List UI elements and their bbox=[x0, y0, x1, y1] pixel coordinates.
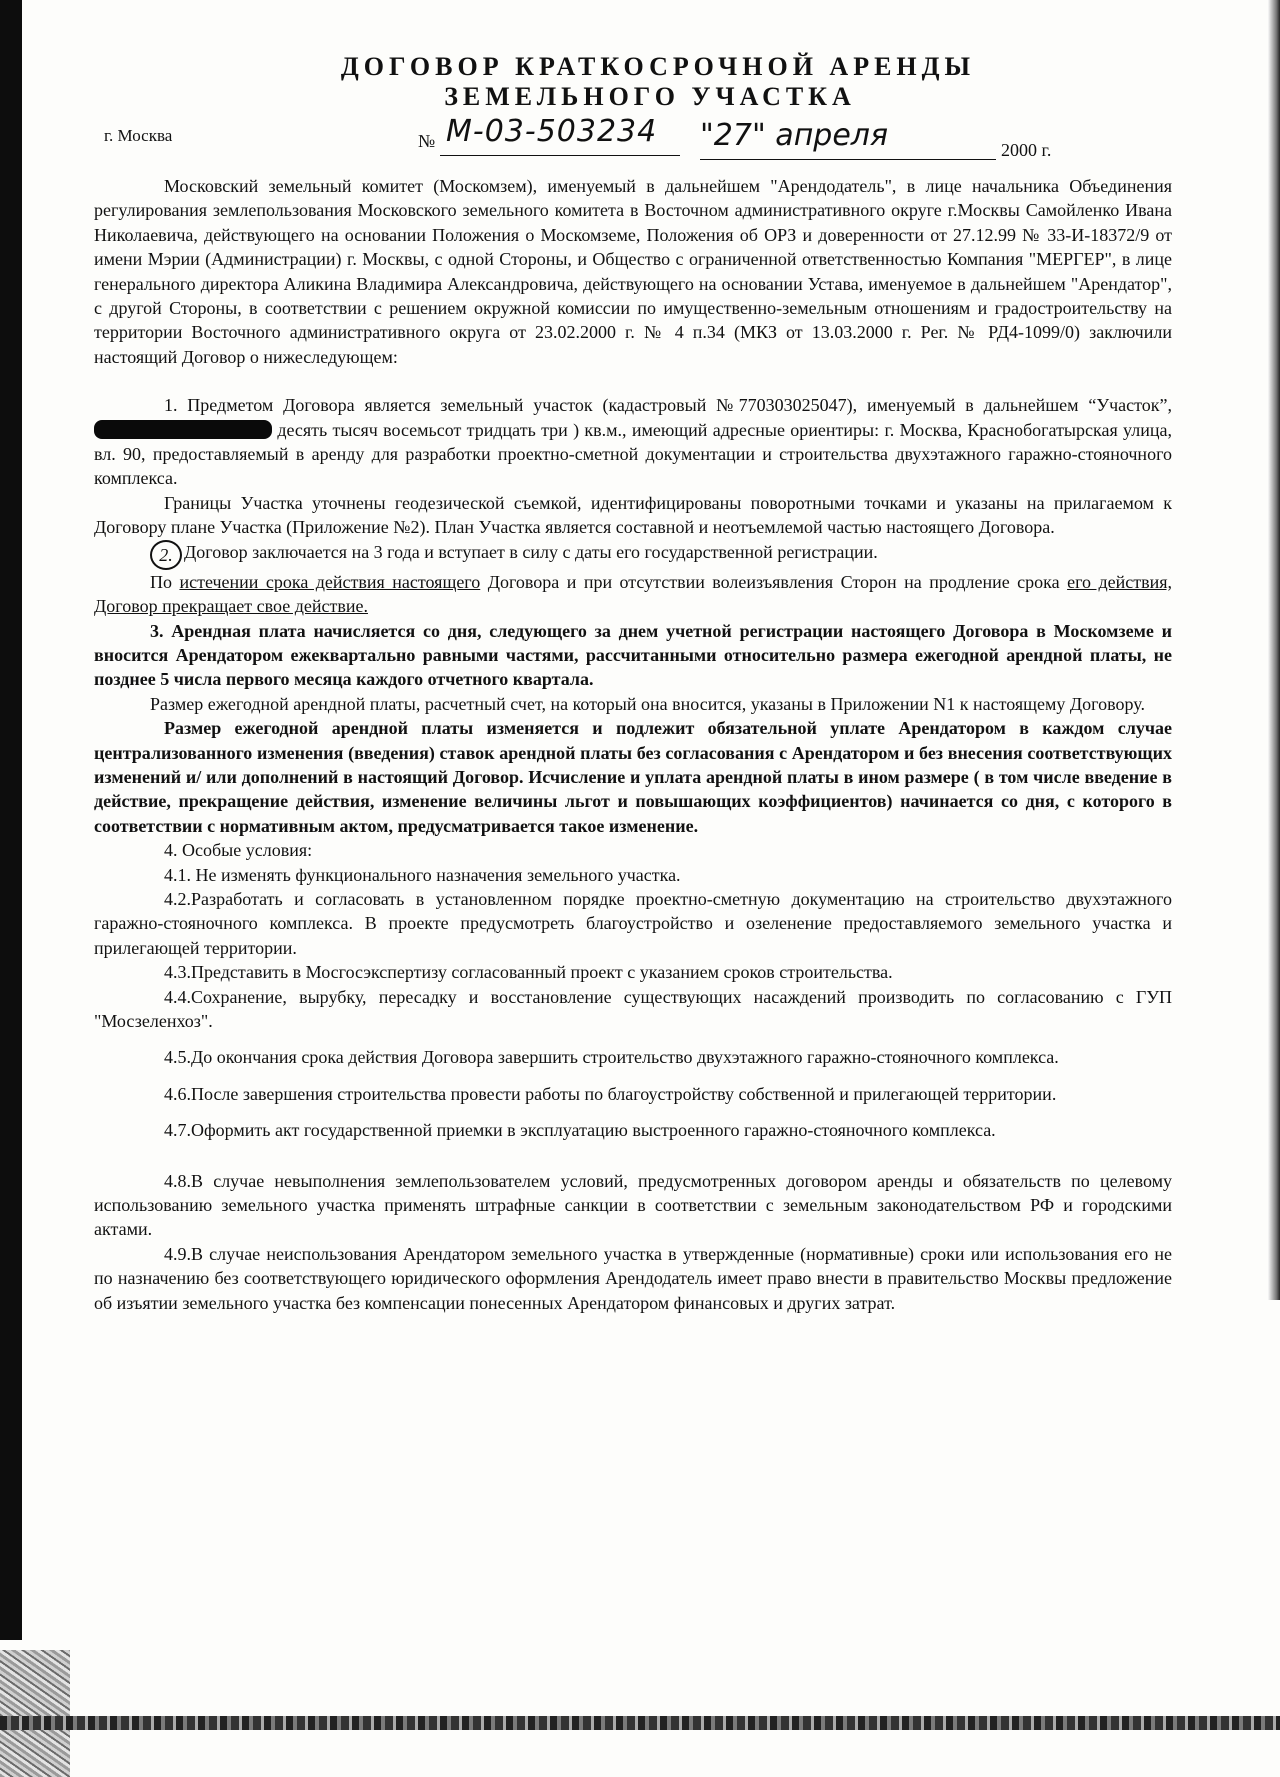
clause-4-5: 4.5.До окончания срока действия Договора завершить строительство двухэтажного гаражно-стояночного комплекса. bbox=[164, 1047, 1059, 1068]
clause-4-9: 4.9.В случае неиспользования Арендатором земельного участка в утвержденные (нормативные) сроки или использования его не по назначению без соответствующего юридического оформления Арендодатель имеет право внести в правительство Москвы предложение об изъятии земельного участка без компенсации понесенных Арендатором финансовых и других затрат. bbox=[94, 1243, 1172, 1313]
clause-4-2: 4.2.Разработать и согласовать в установленном порядке проектно-сметную документацию на строительство двухэтажного гаражно-стояночного комплекса. В проекте предусмотреть благоустройство и озеленение предоставляемого земельного участка и прилегающей территории. bbox=[94, 888, 1172, 958]
clause-4-6: 4.6.После завершения строительства провести работы по благоустройству собственной и прилегающей территории. bbox=[164, 1083, 1057, 1104]
clause-4-8: 4.8.В случае невыполнения землепользователем условий, предусмотренных договором аренды и обязательств по целевому использованию земельного участка применять штрафные санкции в соответствии с земельным законодательством РФ и городскими актами. bbox=[94, 1170, 1172, 1240]
clause-2-expiry-underlined-2: его действия, Договор прекращает свое действие. bbox=[94, 571, 1173, 617]
document-title-line-1: ДОГОВОР КРАТКОСРОЧНОЙ АРЕНДЫ bbox=[340, 52, 976, 81]
circled-clause-mark: 2. bbox=[150, 540, 182, 570]
clause-3-payment: 3. Арендная плата начисляется со дня, следующего за днем учетной регистрации настоящего Договора в Москомземе и вносится Арендатором ежеквартально равными частями, рассчитанными относительно размера ежегодной арендной платы, не позднее 5 числа первого месяца каждого отчетного квартала. bbox=[94, 620, 1172, 690]
redaction-block bbox=[94, 420, 272, 439]
clause-4-heading: 4. Особые условия: bbox=[164, 840, 313, 861]
scan-left-edge bbox=[0, 0, 22, 1640]
city-label: г. Москва bbox=[104, 126, 173, 145]
clause-2-expiry-mid: Договора и при отсутствии волеизъявления Сторон на продление срока bbox=[487, 571, 1060, 592]
clause-2-expiry-underlined: истечении срока действия настоящего bbox=[179, 571, 481, 592]
contract-number-handwritten: М-03-503234 bbox=[446, 114, 658, 149]
clause-4-3: 4.3.Представить в Мосгосэкспертизу согласованный проект с указанием сроков строительства. bbox=[164, 962, 893, 983]
clause-2-text: Договор заключается на 3 года и вступает в силу с даты его государственной регистрации. bbox=[184, 541, 878, 562]
clause-1-paragraph bbox=[94, 393, 1172, 491]
clause-2-paragraph bbox=[94, 540, 1172, 570]
scan-right-edge bbox=[1268, 0, 1280, 1300]
contract-year: 2000 г. bbox=[1001, 140, 1052, 160]
contract-date-handwritten: "27" апреля bbox=[700, 118, 889, 153]
clause-4-7: 4.7.Оформить акт государственной приемки в эксплуатацию выстроенного гаражно-стояночного комплекса. bbox=[164, 1120, 996, 1141]
clause-2-expiry-start: По bbox=[150, 571, 172, 592]
contract-body bbox=[94, 174, 1172, 1315]
document-title-line-2: ЗЕМЕЛЬНОГО УЧАСТКА bbox=[444, 82, 856, 111]
number-underline bbox=[440, 155, 680, 156]
clause-3-account: Размер ежегодной арендной платы, расчетный счет, на который она вносится, указаны в Приложении N1 к настоящему Договору. bbox=[150, 693, 1145, 714]
clause-3-changes: Размер ежегодной арендной платы изменяется и подлежит обязательной уплате Арендатором в каждом случае централизованного изменения (введения) ставок арендной платы без согласования с Арендатором и без внесения соответствующих изменений и/ или дополнений в настоящий Договор. Исчисление и уплата арендной платы в ином размере ( в том числе введение в действие, прекращение действия, изменение величины льгот и повышающих коэффициентов) начинается со дня, с которого в соответствии с нормативным актом, предусматривается такое изменение. bbox=[94, 718, 1172, 836]
contract-number-label: № bbox=[418, 131, 436, 151]
scan-bottom-edge bbox=[0, 1716, 1280, 1730]
date-underline bbox=[700, 159, 996, 160]
preamble-paragraph: Московский земельный комитет (Москомзем), именуемый в дальнейшем "Арендодатель", в лице начальника Объединения регулирования землепользования Московского земельного комитета в Восточном административного округе г.Москвы Самойленко Ивана Николаевича, действующего на основании Положения о Москомземе, Положения об ОРЗ и доверенности от 27.12.99 № 33-И-18372/9 от имени Мэрии (Администрации) г. Москвы, с одной Стороны, и Общество с ограниченной ответственностью Компания "МЕРГЕР", в лице генерального директора Аликина Владимира Александровича, действующего на основании Устава, именуемое в дальнейшем "Арендатор", с другой Стороны, в соответствии с решением окружной комиссии по имущественно-земельным отношениям и градостроительству на территории Восточного административного округа от 23.02.2000 г. № 4 п.34 (МКЗ от 13.03.2000 г. Рег. № РД4-1099/0) заключили настоящий Договор о нижеследующем: bbox=[94, 176, 1172, 367]
clause-4-4: 4.4.Сохранение, вырубку, пересадку и восстановление существующих насаждений производить по согласованию с ГУП "Мосзеленхоз". bbox=[94, 986, 1172, 1031]
clause-1-text-a: 1. Предметом Договора является земельный участок (кадастровый №770303025047), именуемый в дальнейшем “Участок”, bbox=[164, 395, 1172, 416]
scan-bottom-corner-noise bbox=[0, 1650, 70, 1777]
clause-2-expiry bbox=[94, 570, 1172, 619]
clause-1-text-b: десять тысяч восемьсот тридцать три ) кв.м., имеющий адресные ориентиры: г. Москва, Краснобогатырская улица, вл. 90, предоставляемый в аренду для разработки проектно-сметной документации и строительства двухэтажного гаражно-стояночного комплекса. bbox=[94, 419, 1173, 489]
clause-1-boundaries: Границы Участка уточнены геодезической съемкой, идентифицированы поворотными точками и указаны на прилагаемом к Договору плане Участка (Приложение №2). План Участка является составной и неотъемлемой частью настоящего Договора. bbox=[94, 492, 1172, 538]
clause-4-1: 4.1. Не изменять функционального назначения земельного участка. bbox=[164, 864, 681, 885]
